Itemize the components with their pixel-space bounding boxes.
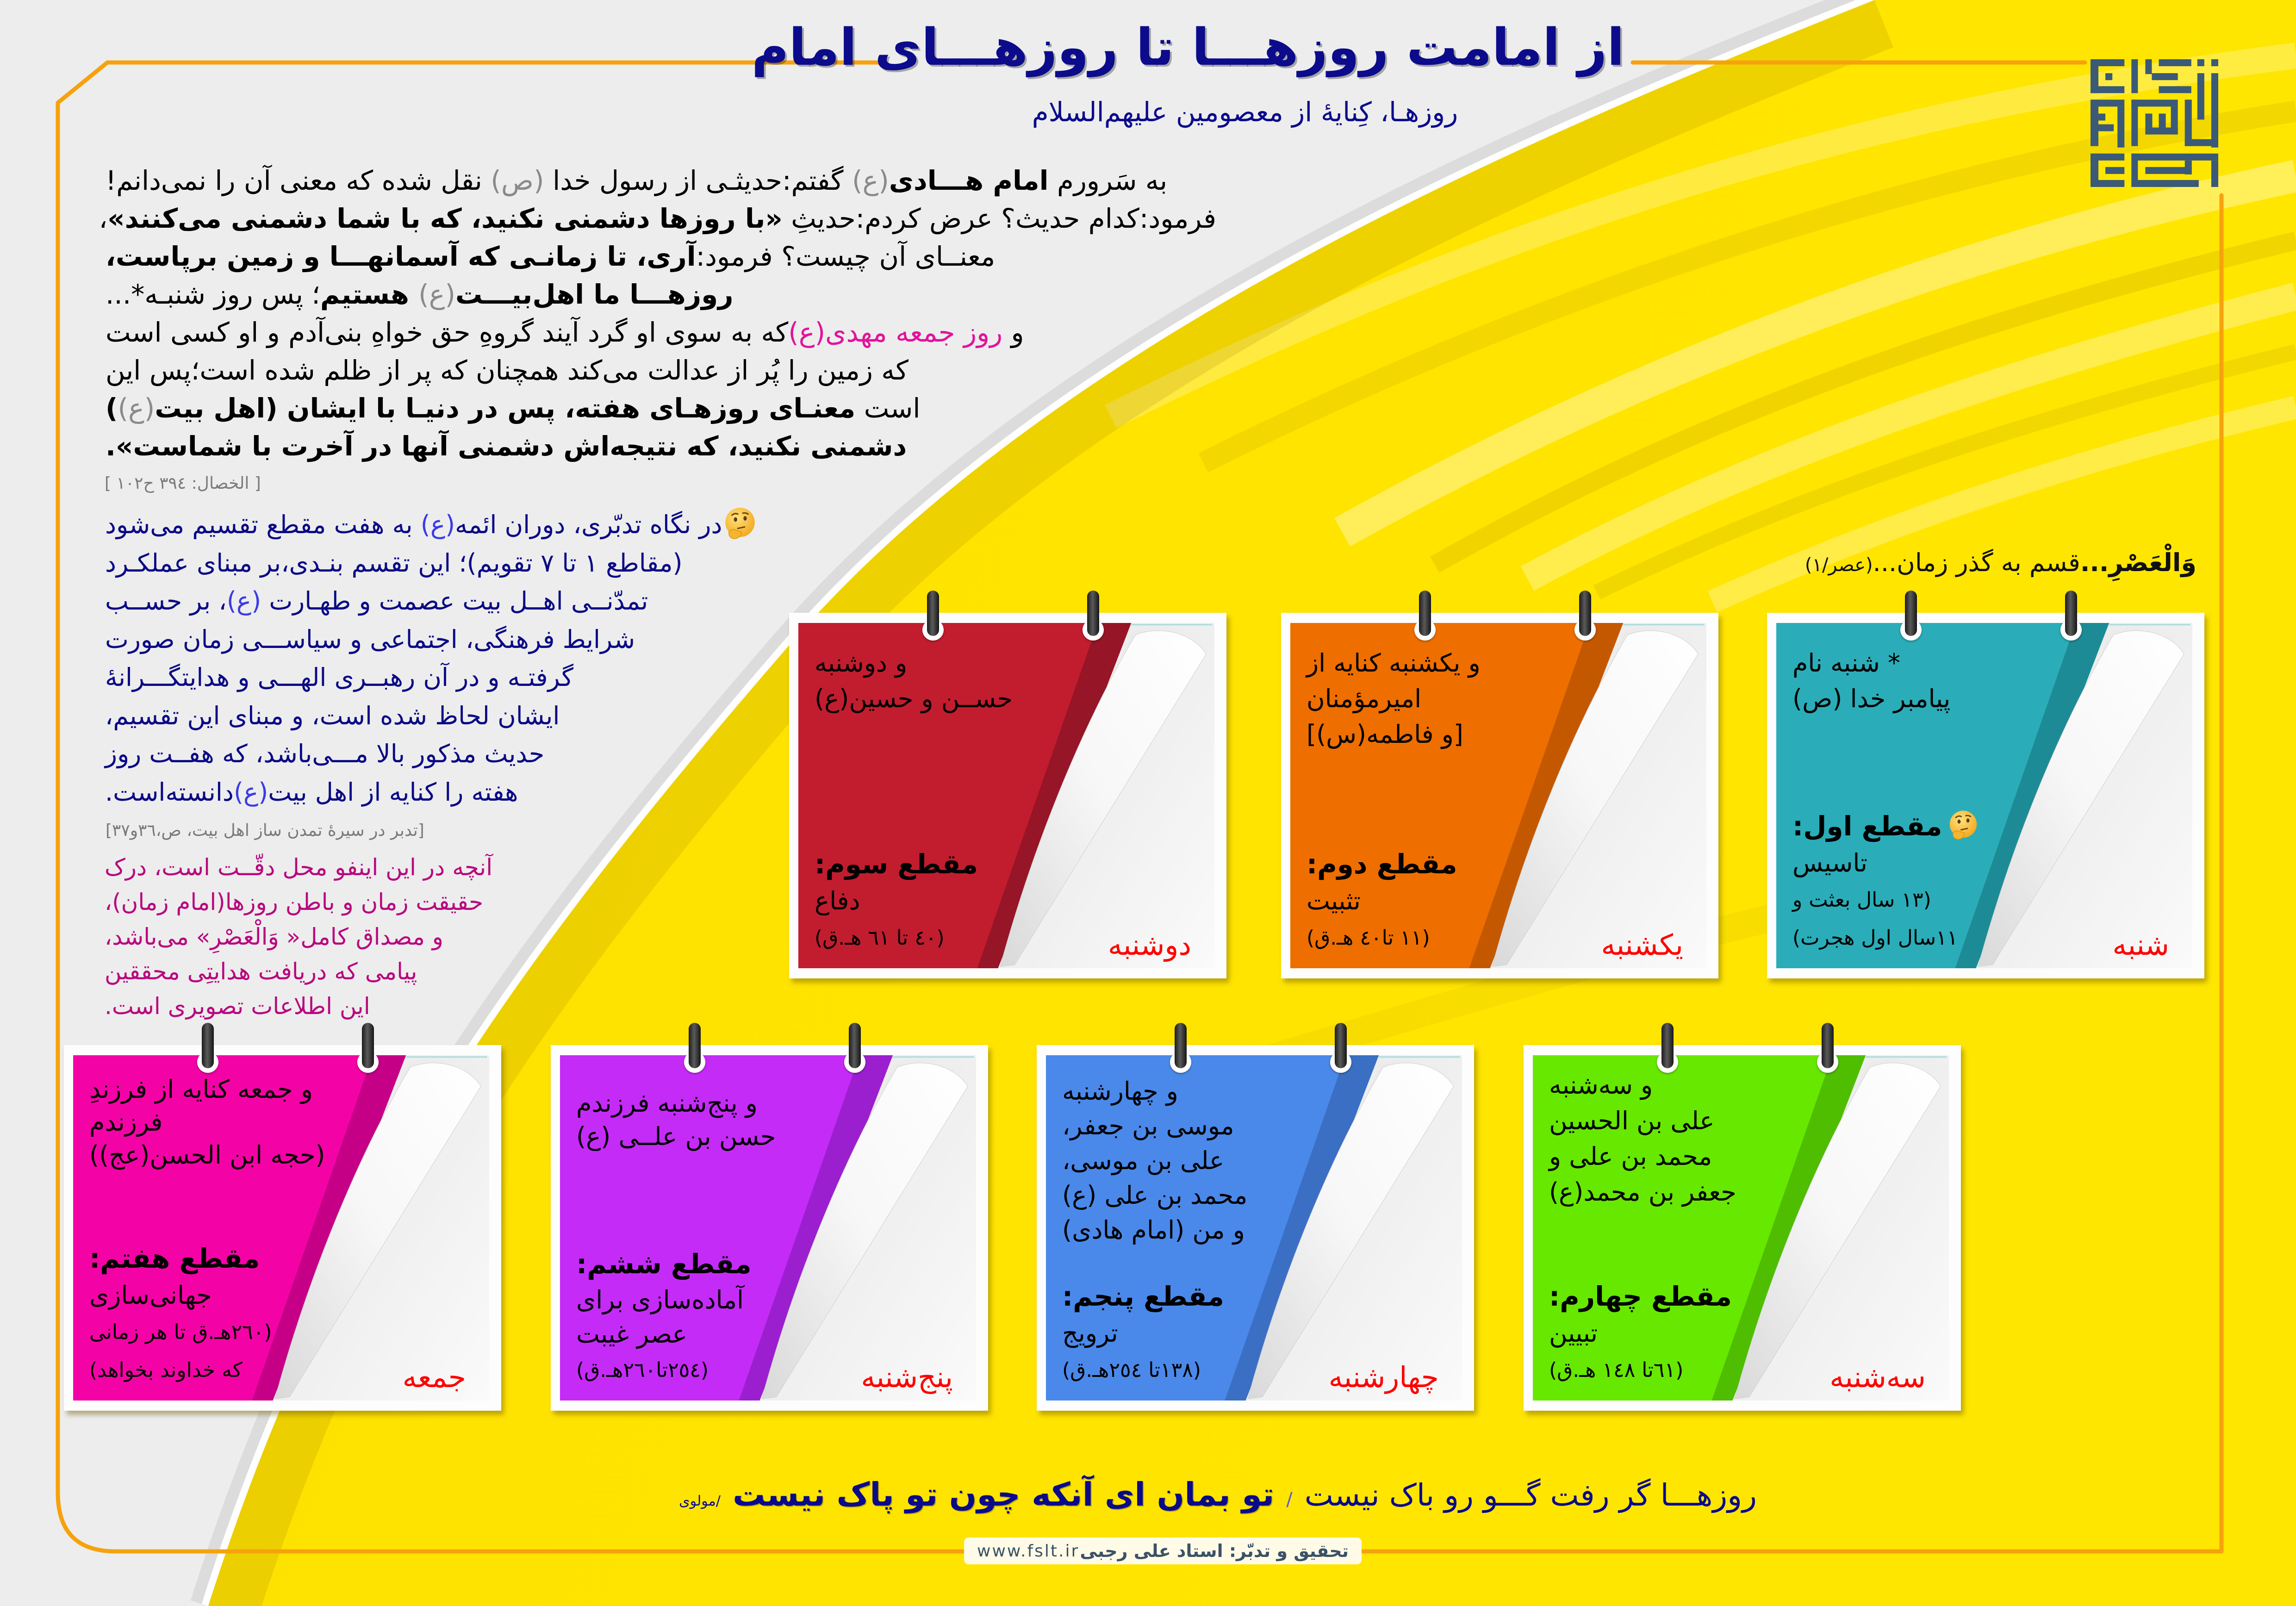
description-line: و جمعه کنایه از فرزندِ bbox=[89, 1075, 313, 1104]
reflection-line bbox=[105, 773, 869, 812]
segment-title: مقطع هفتم: bbox=[89, 1243, 260, 1274]
description-line: موسی بن جعفر، bbox=[1062, 1111, 1234, 1140]
emphasis: آری، تا زمانـی که آسمانهـــا و زمین برپاست، bbox=[106, 241, 696, 272]
emphasis: ) bbox=[106, 392, 118, 424]
text: در نگاه تدبّری، دوران ائمه bbox=[455, 510, 722, 539]
text: ، بر حســب bbox=[105, 586, 227, 616]
segment-name: دفاع bbox=[815, 886, 860, 915]
text: معنــای آن چیست؟ فرمود: bbox=[696, 241, 996, 272]
text: است bbox=[855, 392, 921, 424]
binder-ring-icon bbox=[202, 1023, 214, 1068]
day-label: جمعه bbox=[402, 1360, 466, 1394]
note-line: پیامی که دریافت هدایتِی محققین bbox=[105, 958, 417, 985]
segment-title: مقطع دوم: bbox=[1307, 848, 1457, 880]
reflection-line bbox=[105, 735, 869, 773]
hadith-line bbox=[106, 389, 1216, 427]
binder-ring-icon bbox=[362, 1023, 374, 1068]
description-line: امیرمؤمنان bbox=[1307, 684, 1422, 713]
description-line: و سه‌شنبه bbox=[1549, 1071, 1653, 1100]
emphasis: امام هـــادی bbox=[889, 165, 1049, 196]
card-segment bbox=[1549, 1277, 1836, 1389]
segment-name: آماده‌سازی برای bbox=[576, 1285, 744, 1314]
card-description bbox=[1792, 645, 2079, 716]
description-line: و پنج‌شنبه فرزندم bbox=[576, 1089, 758, 1118]
hadith-line bbox=[106, 237, 1216, 275]
card-description bbox=[1307, 645, 1593, 752]
verse-arabic: وَالْعَصْرِ... bbox=[2080, 548, 2196, 577]
segment-period: (١٣٨تا ٢٥٤هـ.ق) bbox=[1062, 1358, 1201, 1382]
hadith-line bbox=[106, 162, 1216, 199]
binder-ring-icon bbox=[1175, 1023, 1187, 1068]
description-line: محمد بن علی (ع) bbox=[1062, 1181, 1248, 1210]
note-text-block bbox=[105, 850, 567, 1024]
text: (مقاطع ١ تا ٧ تقویم)؛ این تقسم بنـدی،بر مبنای عملکـرد bbox=[105, 548, 683, 578]
binder-ring-icon bbox=[849, 1023, 861, 1068]
poem-hemistich-2: تو بمان ای آنکه چون تو پاک نیست bbox=[732, 1475, 1275, 1513]
text: شرایط فرهنگی، اجتماعی و سیاســـی زمان صورت bbox=[105, 624, 635, 654]
day-label: دوشنبه bbox=[1108, 928, 1191, 962]
segment-name: تثبیت bbox=[1307, 886, 1361, 915]
binder-ring-icon bbox=[927, 591, 939, 636]
segment-period: که خداوند بخواهد) bbox=[89, 1358, 243, 1382]
description-line: پیامبر خدا (ص) bbox=[1792, 684, 1951, 713]
segment-title: مقطع ششم: bbox=[576, 1248, 752, 1280]
emphasis: هستیم bbox=[320, 279, 419, 310]
day-label: سه‌شنبه bbox=[1829, 1360, 1926, 1394]
text: ؛ پس روز شنبـه*... bbox=[106, 279, 320, 310]
calendar-card-wednesday bbox=[1037, 1045, 1474, 1411]
note-line: و مصداق کامل« وَالْعَصْرِ» می‌باشد، bbox=[105, 923, 443, 950]
note-line: آنچه در این اینفو محل دقّــت است، درک bbox=[105, 854, 493, 881]
emphasis: دشمنی نکنید، که نتیجه‌اش دشمنی آنها در آخرت با شماست». bbox=[106, 430, 907, 462]
binder-ring-icon bbox=[689, 1023, 701, 1068]
reflection-line bbox=[105, 697, 869, 735]
reflection-line bbox=[105, 582, 869, 621]
card-segment bbox=[815, 845, 1101, 957]
card-segment bbox=[1792, 807, 2079, 957]
card-description bbox=[815, 645, 1101, 716]
honorific: (ع) bbox=[233, 777, 268, 807]
text: فرمود:کدام حدیث؟ عرض کردم:حدیثِ bbox=[782, 203, 1216, 234]
description-line: علی بن موسی، bbox=[1062, 1146, 1225, 1175]
description-line: و چهارشنبه bbox=[1062, 1077, 1178, 1106]
card-description bbox=[1062, 1074, 1349, 1247]
text: تمدّنــی اهــل بیت عصمت و طهـارت bbox=[261, 586, 648, 616]
description-line: و یکشنبه کنایه از bbox=[1307, 648, 1481, 678]
binder-ring-icon bbox=[1335, 1023, 1347, 1068]
segment-name: تبیین bbox=[1549, 1319, 1598, 1348]
description-line: محمد بن علی و bbox=[1549, 1142, 1712, 1171]
text: هفته را کنایه از اهل بیت bbox=[268, 777, 518, 807]
description-line: حســن و حسین(ع) bbox=[815, 684, 1013, 713]
emphasis: روزهـــا ما اهل‌بیـــت bbox=[455, 279, 734, 310]
poem-separator: / bbox=[1286, 1489, 1293, 1510]
honorific: (ع) bbox=[852, 165, 889, 196]
reflection-line bbox=[105, 621, 869, 659]
poem-hemistich-1: روزهـــا گر رفت گـــو رو باک نیست bbox=[1304, 1477, 1757, 1513]
description-line: * شنبه نام bbox=[1792, 648, 1901, 678]
binder-ring-icon bbox=[1661, 1023, 1674, 1068]
calendar-card-sunday bbox=[1281, 613, 1718, 978]
text: و bbox=[1002, 317, 1024, 348]
hadith-text-block bbox=[99, 162, 1216, 465]
segment-name: عصر غیبت bbox=[576, 1320, 687, 1349]
credit-box bbox=[964, 1538, 1362, 1564]
verse-translation: قسم به گذر زمان... bbox=[1873, 548, 2080, 577]
emphasis: «با روزها دشمنی نکنید، که با شما دشمنی می‌کنند» bbox=[107, 203, 783, 234]
description-line: فرزندم bbox=[89, 1108, 163, 1137]
thinking-face-icon bbox=[1947, 809, 1980, 842]
card-description bbox=[89, 1073, 376, 1171]
hadith-citation: [ الخصال: ٣٩٤ ح١٠٢ ] bbox=[105, 474, 261, 493]
reflection-line bbox=[105, 505, 869, 544]
segment-period: (٦١تا ١٤٨ هـ.ق) bbox=[1549, 1358, 1684, 1382]
text: به هفت مقطع تقسیم می‌شود bbox=[105, 510, 421, 539]
footer-poem bbox=[679, 1475, 1757, 1513]
segment-period: (١١ تا٤٠ هـ.ق) bbox=[1307, 926, 1430, 950]
kufic-basmala-logo bbox=[2091, 59, 2218, 187]
binder-ring-icon bbox=[2065, 591, 2077, 636]
card-description bbox=[1549, 1067, 1836, 1210]
card-segment bbox=[89, 1239, 376, 1389]
note-line: حقیقت زمان و باطن روزها(امام زمان)، bbox=[105, 889, 484, 915]
quran-verse bbox=[1805, 548, 2196, 577]
hadith-line bbox=[99, 199, 1216, 237]
description-line: و دوشنبه bbox=[815, 648, 908, 678]
day-label: یکشنبه bbox=[1601, 928, 1683, 962]
honorific: (ع) bbox=[118, 392, 155, 424]
page-subtitle: روزهـا، کِنایهٔ از معصومین علیهم‌السلام bbox=[1032, 96, 1458, 128]
text: دانسته‌است. bbox=[105, 777, 234, 807]
text: که زمین را پُر از عدالت می‌کند همچنان که پر از ظلم شده است؛پس این bbox=[106, 355, 908, 386]
verse-reference: (عصر/١) bbox=[1804, 554, 1873, 576]
description-line: جعفر بن محمد(ع) bbox=[1549, 1177, 1736, 1207]
text: حدیث مذکور بالا مـــی‌باشد، که هفــت روز bbox=[105, 739, 545, 768]
segment-period: (٢٦٠هـ.ق تا هر زمانی bbox=[89, 1320, 272, 1344]
text: گفتم:حدیثـی از رسول خدا bbox=[544, 165, 852, 196]
segment-period: (١٣ سال بعثت و bbox=[1792, 888, 1931, 912]
binder-ring-icon bbox=[1822, 1023, 1834, 1068]
text: که به سوی او گرد آیند گروهِ حق خواهِ بنی‌آدم و او کسی است bbox=[106, 317, 789, 348]
binder-ring-icon bbox=[1905, 591, 1917, 636]
segment-period: ١١سال اول هجرت) bbox=[1792, 926, 1958, 950]
segment-period: (٢٥٤تا٢٦٠هـ.ق) bbox=[576, 1358, 709, 1382]
text: ایشان لحاظ شده است، و مبنای این تقسیم، bbox=[105, 701, 560, 730]
segment-title-text: مقطع اول: bbox=[1792, 810, 1942, 842]
card-segment bbox=[576, 1245, 863, 1389]
text: به سَرورم bbox=[1048, 165, 1168, 196]
text: گرفتـه و در آن رهبــری الهـــی و هدایتگـــرانهٔ bbox=[105, 663, 574, 692]
card-segment bbox=[1062, 1277, 1349, 1389]
note-line: این اطلاعات تصویری است. bbox=[105, 993, 370, 1020]
honorific: (ع) bbox=[418, 279, 455, 310]
calendar-card-monday bbox=[789, 613, 1226, 978]
segment-title bbox=[1792, 807, 2079, 845]
segment-title: مقطع سوم: bbox=[815, 848, 978, 880]
segment-title: مقطع چهارم: bbox=[1549, 1281, 1732, 1312]
card-segment bbox=[1307, 845, 1593, 957]
segment-name: جهانی‌سازی bbox=[89, 1281, 212, 1310]
text: ، bbox=[99, 203, 108, 234]
description-line: و من (امام هادی) bbox=[1062, 1215, 1245, 1245]
description-line: [و فاطمه(س)] bbox=[1307, 720, 1463, 749]
calendar-card-tuesday bbox=[1524, 1045, 1961, 1411]
page-title: از امامت روزهـــا تا روزهـــای امام bbox=[751, 18, 1624, 77]
calendar-card-thursday bbox=[551, 1045, 988, 1411]
reflection-line bbox=[105, 544, 869, 583]
hadith-line bbox=[106, 427, 1216, 465]
description-line: حسن بن علــی (ع) bbox=[576, 1122, 776, 1151]
segment-title: مقطع پنجم: bbox=[1062, 1281, 1224, 1312]
calendar-card-saturday bbox=[1767, 613, 2204, 978]
day-label: چهارشنبه bbox=[1328, 1360, 1439, 1394]
highlight: روز جمعه مهدی(ع) bbox=[788, 317, 1003, 348]
text: نقل شده که معنی آن را نمی‌دانم! bbox=[106, 165, 491, 196]
segment-period: (٤٠ تا ٦١ هـ.ق) bbox=[815, 926, 945, 950]
reflection-line bbox=[105, 659, 869, 697]
binder-ring-icon bbox=[1087, 591, 1099, 636]
day-label: پنج‌شنبه bbox=[861, 1360, 953, 1394]
reflection-citation: [تدبر در سیرهٔ تمدن ساز اهل بیت، ص،٣٦و٣٧] bbox=[106, 821, 424, 840]
emphasis: معنـای روزهـای هفته، پس در دنیـا با ایشان (اهل بیت bbox=[155, 392, 856, 424]
calendar-card-friday bbox=[64, 1045, 501, 1411]
honorific: (ع) bbox=[420, 510, 455, 539]
honorific: (ص) bbox=[491, 165, 544, 196]
segment-name: تاسیس bbox=[1792, 848, 1867, 878]
card-description bbox=[576, 1087, 863, 1153]
binder-ring-icon bbox=[1579, 591, 1591, 636]
hadith-line bbox=[106, 351, 1216, 389]
description-line: (حجه ابن الحسن(عج)) bbox=[89, 1140, 325, 1170]
segment-name: ترویج bbox=[1062, 1319, 1118, 1348]
description-line: علی بن الحسین bbox=[1549, 1106, 1715, 1135]
honorific: (ع) bbox=[226, 586, 261, 616]
hadith-line bbox=[106, 275, 1216, 313]
reflection-text-block bbox=[105, 505, 869, 811]
poem-author: /مولوی bbox=[679, 1493, 721, 1509]
website-link[interactable]: www.fslt.ir bbox=[977, 1541, 1080, 1561]
thinking-face-icon bbox=[722, 505, 758, 542]
hadith-line bbox=[106, 313, 1216, 351]
day-label: شنبه bbox=[2112, 928, 2169, 962]
binder-ring-icon bbox=[1419, 591, 1431, 636]
credit-label: تحقیق و تدبّر: استاد علی رجبی bbox=[1080, 1541, 1349, 1561]
